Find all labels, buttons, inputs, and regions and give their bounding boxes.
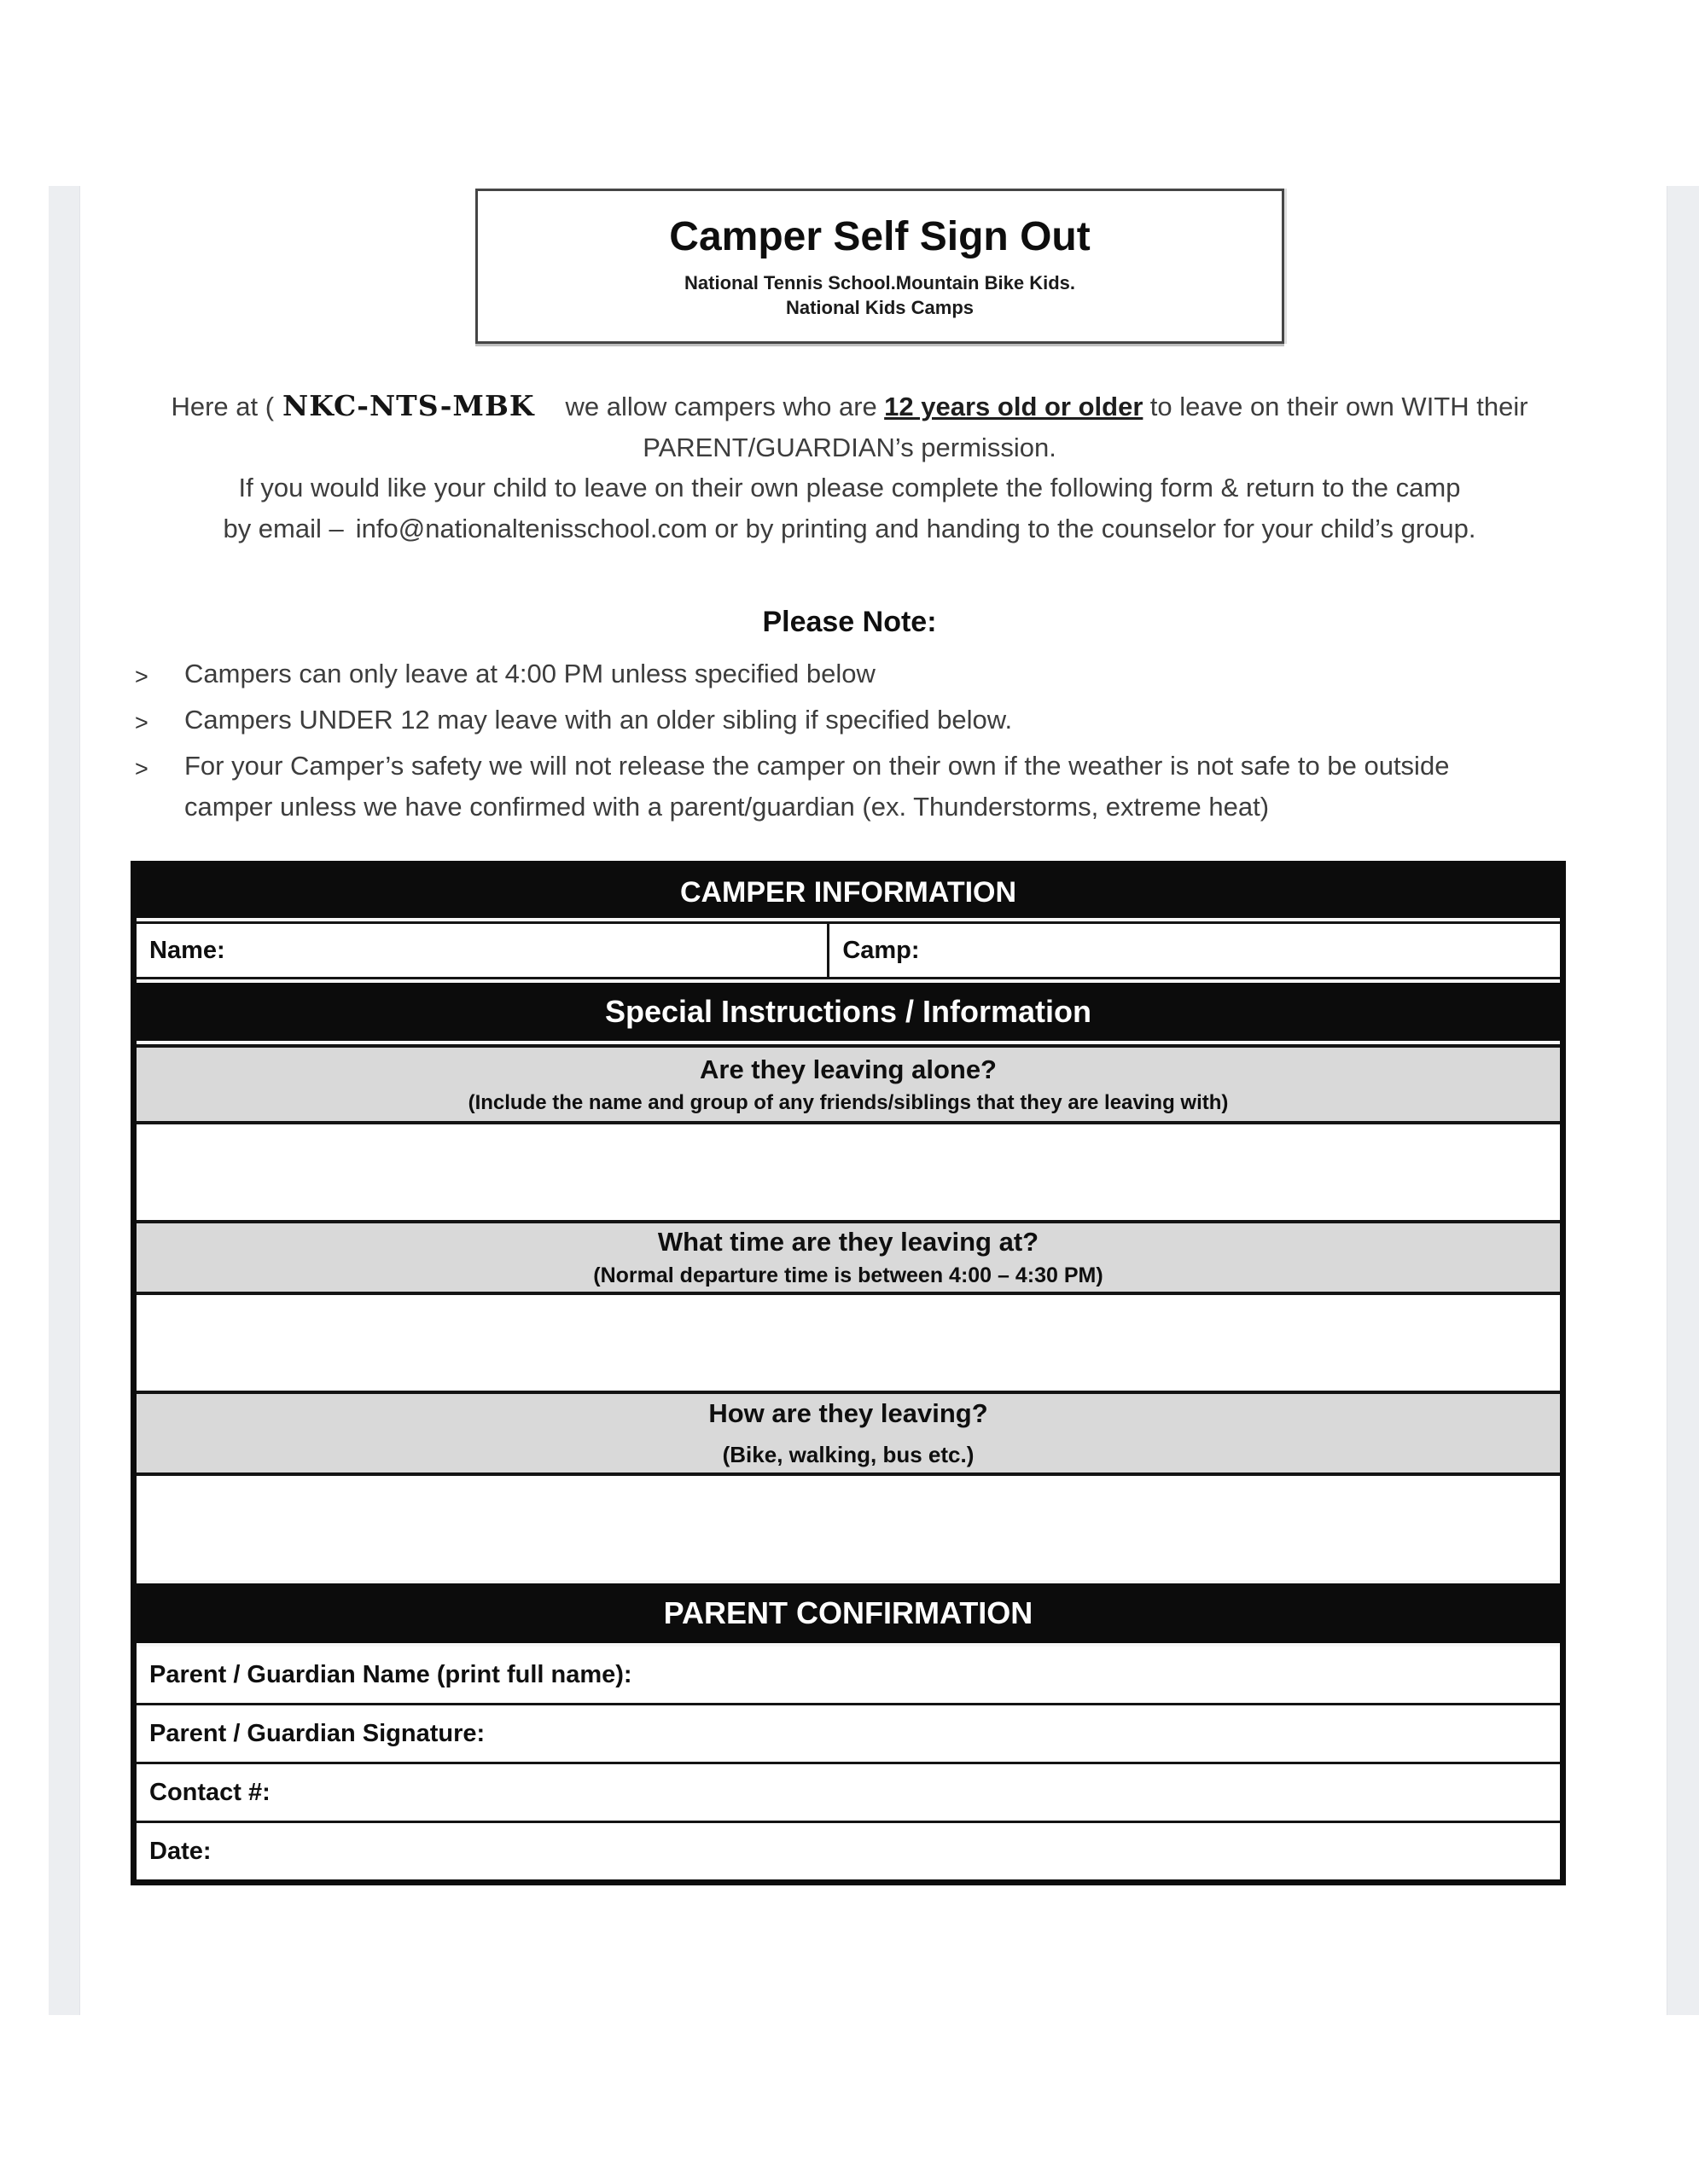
question-hint: (Bike, walking, bus etc.) (722, 1442, 975, 1467)
parent-name-row: Parent / Guardian Name (print full name): (137, 1647, 1560, 1703)
intro-line4-prefix: by email – (223, 513, 344, 543)
answer-area-leaving-alone (137, 1124, 1560, 1220)
question-leaving-alone (137, 1044, 1560, 1124)
contact-number-row: Contact #: (137, 1762, 1560, 1821)
special-instructions-header: Special Instructions / Information (137, 979, 1560, 1044)
title-subtitles (478, 270, 1282, 320)
question-hint: (Include the name and group of any friends/siblings that they are leaving with) (468, 1090, 1229, 1114)
answer-area-leaving-method (137, 1476, 1560, 1580)
intro-line-3: If you would like your child to leave on their own please complete the following form & return to the camp (238, 473, 1461, 502)
scan-edge-left (49, 186, 80, 2015)
page-title: Camper Self Sign Out (669, 214, 1091, 259)
camper-form-table (131, 861, 1566, 1885)
intro-line-1 (85, 386, 1614, 427)
question-hint: (Normal departure time is between 4:00 – 4:30 PM) (593, 1263, 1103, 1287)
scan-edge-right (1667, 186, 1699, 2015)
question-text: How are they leaving? (708, 1398, 988, 1428)
camp-code-overlay: NKC-NTS-MBK (282, 389, 535, 422)
intro-age-emphasis: 12 years old or older (884, 392, 1143, 421)
intro-paragraph (85, 386, 1614, 549)
subtitle-line-1: National Tennis School.Mountain Bike Kids. (684, 272, 1075, 293)
question-leaving-time (137, 1220, 1560, 1295)
subtitle-line-2: National Kids Camps (785, 297, 975, 318)
title-box (475, 189, 1284, 344)
please-note-heading: Please Note: (762, 606, 937, 638)
name-field-cell: Name: (137, 924, 829, 977)
bullet-marker-icon: > (135, 756, 148, 781)
list-item (135, 746, 1492, 828)
bullet-marker-icon: > (135, 664, 148, 689)
intro-line1-prefix: Here at ( (171, 392, 275, 421)
question-leaving-method (137, 1391, 1560, 1476)
question-text: Are they leaving alone? (700, 1054, 997, 1084)
note-item-3: For your Camper’s safety we will not release the camper on their own if the weather is not safe to be outside camper unless we have confirmed with a parent/guardian (ex. Thunderstorms, extreme heat) (184, 751, 1450, 822)
list-item (135, 653, 1492, 697)
camp-email-text: info@nationaltenisschool.com (355, 513, 708, 543)
bullet-marker-icon: > (135, 710, 148, 735)
intro-line1-suffix: to leave on their own WITH their (1149, 392, 1528, 421)
date-row: Date: (137, 1821, 1560, 1879)
intro-line4-suffix: or by printing and handing to the counselor for your child’s group. (714, 513, 1476, 543)
name-camp-row (137, 921, 1560, 979)
question-text: What time are they leaving at? (657, 1227, 1039, 1257)
note-item-2: Campers UNDER 12 may leave with an older sibling if specified below. (184, 705, 1013, 735)
camp-field-cell: Camp: (842, 936, 920, 964)
please-note-list (135, 653, 1492, 830)
intro-line-4 (85, 508, 1614, 549)
note-item-1: Campers can only leave at 4:00 PM unless specified below (184, 659, 876, 688)
intro-line-2: PARENT/GUARDIAN’s permission. (643, 432, 1056, 462)
list-item (135, 700, 1492, 743)
intro-line1-mid: we allow campers who are (565, 392, 877, 421)
answer-area-leaving-time (137, 1295, 1560, 1391)
camper-information-header: CAMPER INFORMATION (137, 867, 1560, 921)
parent-signature-row: Parent / Guardian Signature: (137, 1703, 1560, 1762)
parent-confirmation-header: PARENT CONFIRMATION (137, 1580, 1560, 1647)
